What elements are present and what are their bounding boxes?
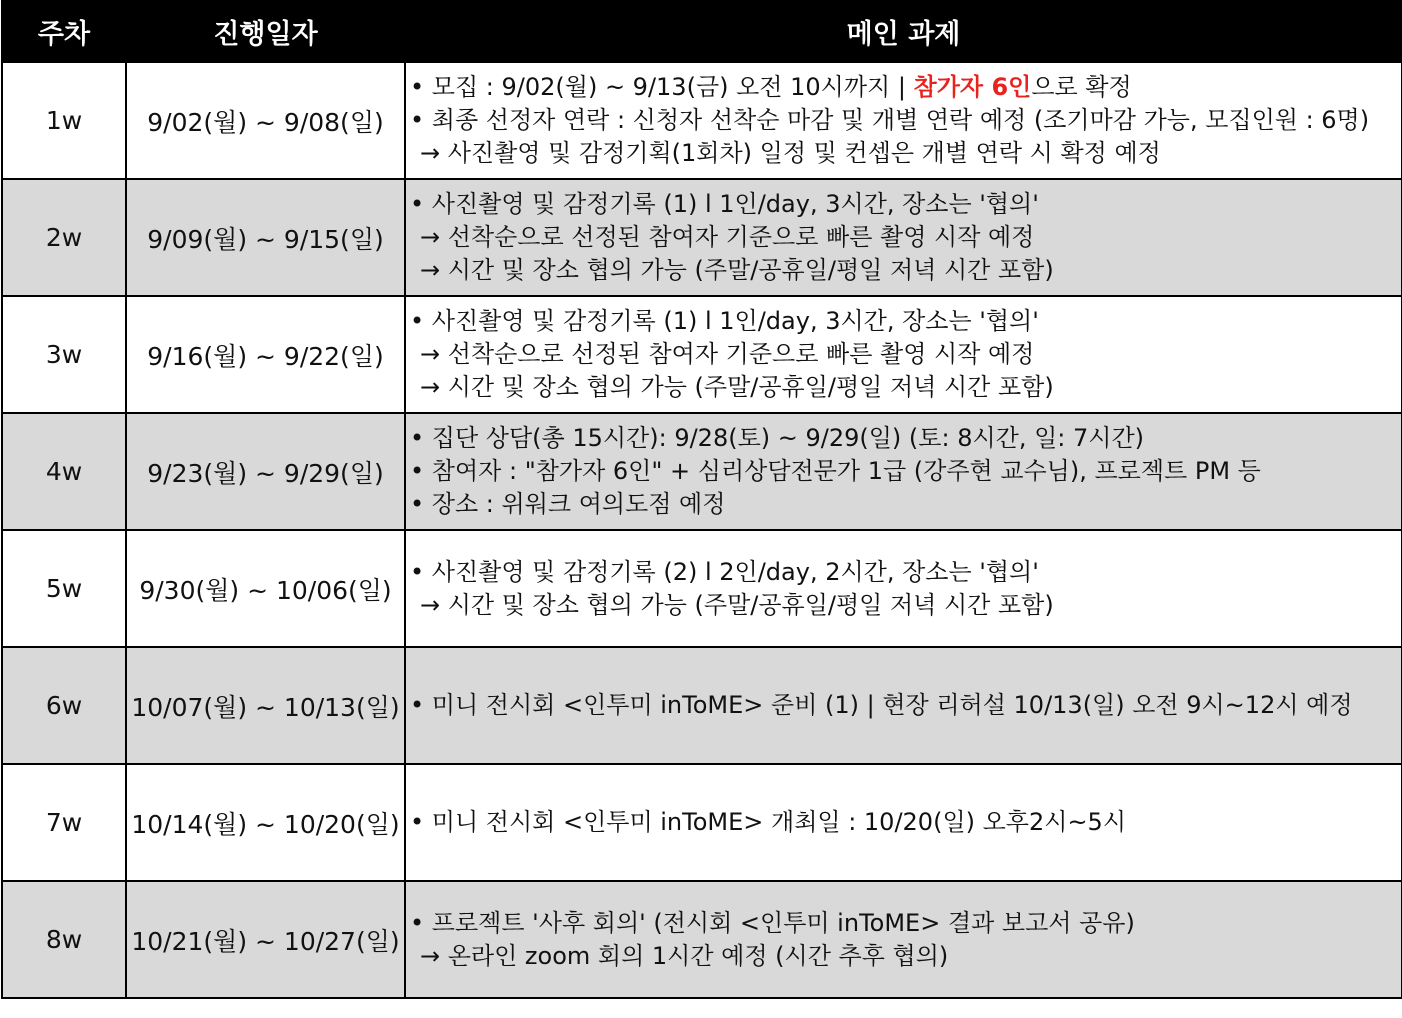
task-cell <box>405 413 1402 530</box>
week-cell: 8w <box>2 881 126 998</box>
week-cell: 6w <box>2 647 126 764</box>
task-line: → 선착순으로 선정된 참여자 기준으로 빠른 촬영 시작 예정 <box>420 340 1035 368</box>
task-cell <box>405 881 1402 998</box>
table-row <box>2 881 1402 998</box>
table-row <box>2 647 1402 764</box>
task-line: • 최종 선정자 연락 : 신청자 선착순 마감 및 개별 연락 예정 (조기마감 가능, 모집인원 : 6명) <box>410 104 1399 137</box>
table-row <box>2 530 1402 647</box>
task-line: → 선착순으로 선정된 참여자 기준으로 빠른 촬영 시작 예정 <box>420 223 1035 251</box>
date-cell: 9/16(월) ~ 9/22(일) <box>126 296 405 413</box>
task-line: • 프로젝트 '사후 회의' (전시회 <인투미 inToME> 결과 보고서 공유) <box>410 907 1399 940</box>
week-cell: 3w <box>2 296 126 413</box>
date-cell: 10/21(월) ~ 10/27(일) <box>126 881 405 998</box>
week-cell: 7w <box>2 764 126 881</box>
task-line: • 사진촬영 및 감정기록 (1) l 1인/day, 3시간, 장소는 '협의' <box>410 305 1399 338</box>
task-line: • 사진촬영 및 감정기록 (1) l 1인/day, 3시간, 장소는 '협의' <box>410 188 1399 221</box>
task-line: • 참여자 : "참가자 6인" + 심리상담전문가 1급 (강주현 교수님), 프로젝트 PM 등 <box>410 455 1399 488</box>
task-text: 으로 확정 <box>1031 73 1132 101</box>
highlight-text: 참가자 6인 <box>913 73 1032 101</box>
task-line <box>410 71 1399 104</box>
table-row <box>2 179 1402 296</box>
date-cell: 9/09(월) ~ 9/15(일) <box>126 179 405 296</box>
task-line: → 사진촬영 및 감정기획(1회차) 일정 및 컨셉은 개별 연락 시 확정 예정 <box>420 139 1161 167</box>
task-cell <box>405 62 1402 179</box>
date-cell: 9/30(월) ~ 10/06(일) <box>126 530 405 647</box>
task-line: • 사진촬영 및 감정기록 (2) l 2인/day, 2시간, 장소는 '협의' <box>410 556 1399 589</box>
task-cell <box>405 530 1402 647</box>
date-cell: 9/02(월) ~ 9/08(일) <box>126 62 405 179</box>
task-line: → 시간 및 장소 협의 가능 (주말/공휴일/평일 저녁 시간 포함) <box>420 590 1054 619</box>
task-text: 모집 : 9/02(월) ~ 9/13(금) 오전 10시까지 | <box>431 73 914 101</box>
header-week: 주차 <box>2 1 126 62</box>
week-cell: 2w <box>2 179 126 296</box>
task-line: • 장소 : 위워크 여의도점 예정 <box>410 488 1399 521</box>
task-line: • 미니 전시회 <인투미 inToME> 개최일 : 10/20(일) 오후2시~5시 <box>410 806 1399 839</box>
date-cell: 10/07(월) ~ 10/13(일) <box>126 647 405 764</box>
task-cell <box>405 647 1402 764</box>
schedule-table <box>1 0 1402 999</box>
week-cell: 5w <box>2 530 126 647</box>
task-line: • 집단 상담(총 15시간): 9/28(토) ~ 9/29(일) (토: 8시간, 일: 7시간) <box>410 422 1399 455</box>
table-row <box>2 62 1402 179</box>
task-cell <box>405 764 1402 881</box>
task-line: → 시간 및 장소 협의 가능 (주말/공휴일/평일 저녁 시간 포함) <box>420 373 1054 401</box>
header-task: 메인 과제 <box>405 1 1402 62</box>
task-line: • 미니 전시회 <인투미 inToME> 준비 (1) | 현장 리허설 10/13(일) 오전 9시~12시 예정 <box>410 689 1399 722</box>
week-cell: 1w <box>2 62 126 179</box>
date-cell: 10/14(월) ~ 10/20(일) <box>126 764 405 881</box>
date-cell: 9/23(월) ~ 9/29(일) <box>126 413 405 530</box>
task-cell <box>405 296 1402 413</box>
task-line: → 시간 및 장소 협의 가능 (주말/공휴일/평일 저녁 시간 포함) <box>420 256 1054 284</box>
table-row <box>2 296 1402 413</box>
task-line: → 온라인 zoom 회의 1시간 예정 (시간 추후 협의) <box>420 941 949 970</box>
header-row <box>2 1 1402 62</box>
week-cell: 4w <box>2 413 126 530</box>
task-cell <box>405 179 1402 296</box>
header-date: 진행일자 <box>126 1 405 62</box>
table-row <box>2 764 1402 881</box>
table-row <box>2 413 1402 530</box>
